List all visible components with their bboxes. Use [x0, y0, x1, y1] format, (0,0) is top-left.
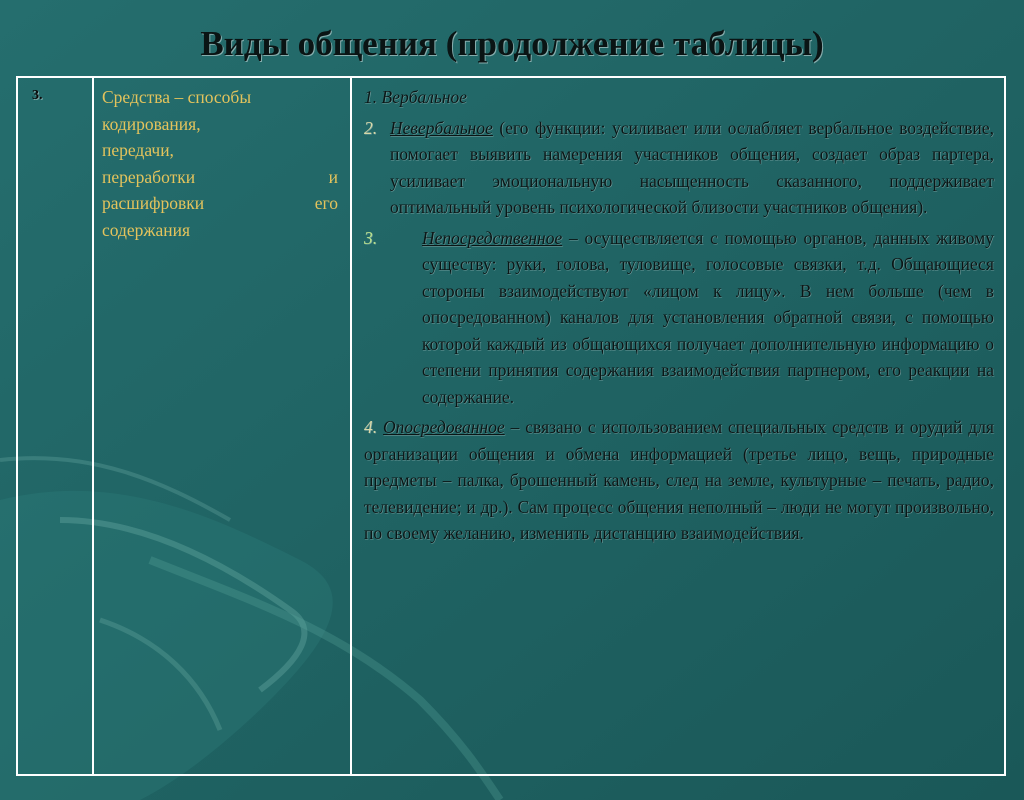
type-item-nonverbal — [364, 115, 994, 221]
means-cell — [102, 84, 338, 243]
item-text: – связано с использованием специальных средств и орудий для организации общения и обмена информацией (третье лицо, вещь, природные предметы – палка, брошенный камень, след на земле, культурные – печать, радио, телевидение; и др.). Сам процесс общения неполный – люди не могут произвольно, по своему желанию, изменить дистанцию взаимодействия. — [364, 417, 995, 543]
item-term: Невербальное — [390, 117, 493, 138]
item-term: Опосредованное — [383, 417, 505, 437]
type-item-mediated — [364, 414, 994, 547]
means-line: содержания — [102, 219, 191, 240]
means-line: Средства – способы — [102, 87, 252, 107]
types-table — [16, 76, 1006, 776]
type-item-verbal — [364, 84, 994, 111]
means-line: расшифровки его — [102, 193, 338, 213]
item-text: – осуществляется с помощью органов, данных живому существу: руки, голова, туловище, голосовые связки, т.д. Общающиеся стороны взаимодействуют «лицом к лицу». В нем больше (чем в опосредованном) каналов для установления обратной связи, с помощью которой каждый из общающихся получает дополнительную информацию о степени принятия содержания взаимодействия партнером, его реакции на содержание. — [422, 227, 994, 407]
item-number: 1. — [364, 87, 378, 107]
means-line: переработки и — [102, 166, 338, 187]
column-divider-2 — [350, 78, 352, 774]
item-number: 3. — [364, 227, 378, 248]
item-term: Вербальное — [381, 87, 468, 107]
means-line: кодирования, — [102, 113, 201, 134]
item-number: 4. — [364, 417, 378, 437]
means-line: передачи, — [102, 140, 174, 160]
row-number-cell: 3. — [32, 88, 43, 103]
column-divider-1 — [92, 78, 94, 774]
types-cell — [364, 84, 994, 551]
item-term: Непосредственное — [422, 227, 563, 248]
slide-title: Виды общения (продолжение таблицы) — [200, 24, 824, 63]
item-number: 2. — [364, 117, 378, 138]
type-item-direct — [364, 225, 994, 411]
item-text: (его функции: усиливает или ослабляет вербальное воздействие, помогает выявить намерения участников общения, создает образ партера, усиливает эмоциональную насыщенность сказанного, поддерживает оптимальный уровень психологической близости участников общения). — [390, 117, 994, 217]
